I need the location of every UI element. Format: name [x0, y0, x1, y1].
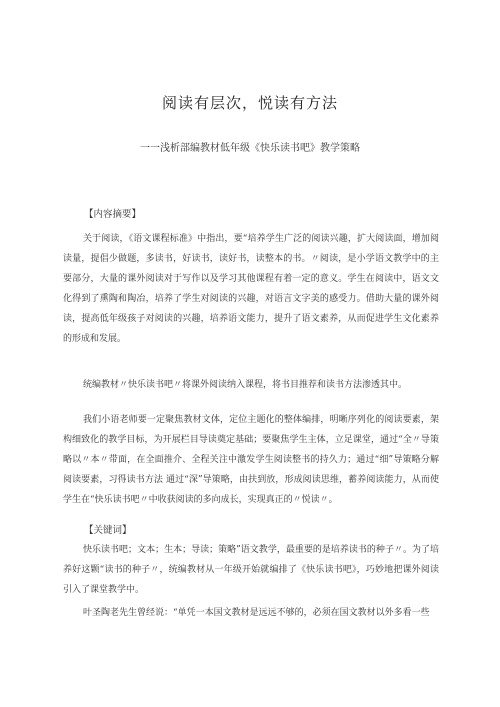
abstract-paragraph-2: 统编教材〃快乐读书吧〃将课外阅读纳入课程，将书目推荐和读书方法渗透其中。 [83, 380, 408, 390]
keywords-heading: 【关键词】 [84, 525, 132, 536]
abstract-paragraph-1: 关于阅读，《语文课程标准》中指出，要“培养学生广泛的阅读兴趣，扩大阅读面，增加阅读量，提倡少做题，多读书，好读书，读好书，读整本的书。〃阅读，是小学语文教学中的主要部分，大量的课外阅读对于写作以及学习其他课程有着一定的意义。学生在阅读中，语文文化得到了熏陶和陶冶，培养了学生对阅读的兴趣，对语言文字美的感受力。借助大量的课外阅读，提高低年级孩子对阅读的兴趣，培养语文能力，提升了语文素养，从而促进学生文化素养的形成和发展。 [63, 234, 439, 344]
abstract-heading: 【内容摘要】 [84, 209, 142, 220]
body-paragraph-1: 叶圣陶老先生曾经说：“单凭一本国文教材是远远不够的，必须在国文教材以外多看一些 [83, 608, 430, 618]
document-subtitle: 一一浅析部编教材低年级《快乐读书吧》教学策略 [140, 143, 360, 154]
document-title: 阅读有层次，悦读有方法 [161, 94, 338, 112]
keywords-paragraph-1: 快乐读书吧；文本；生本；导读；策略”语文教学，最重要的是培养读书的种子〃。为了培养好这颗“读书的种子〃，统编教材从一年级开始就编排了《快乐读书吧》，巧妙地把课外阅读引入了课堂教学中。 [63, 545, 439, 595]
abstract-paragraph-3: 我们小语老师要一定聚焦教材文体，定位主题化的整体编排，明晰序列化的阅读要素，架构细致化的教学目标，为开展栏目导读奠定基础；要聚焦学生主体，立足课堂，通过“全〃导策略以〃本〃带面，在全面推介、全程关注中激发学生阅读整书的持久力；通过“细”导策略分解阅读要素，习得读书方法 通过“深”导策略，由扶到放，形成阅读思维，蓄养阅读能力，从而使学生在“快乐读书吧〃中收获阅读的多向成长，实现真正的〃悦读〃。 [63, 415, 439, 505]
